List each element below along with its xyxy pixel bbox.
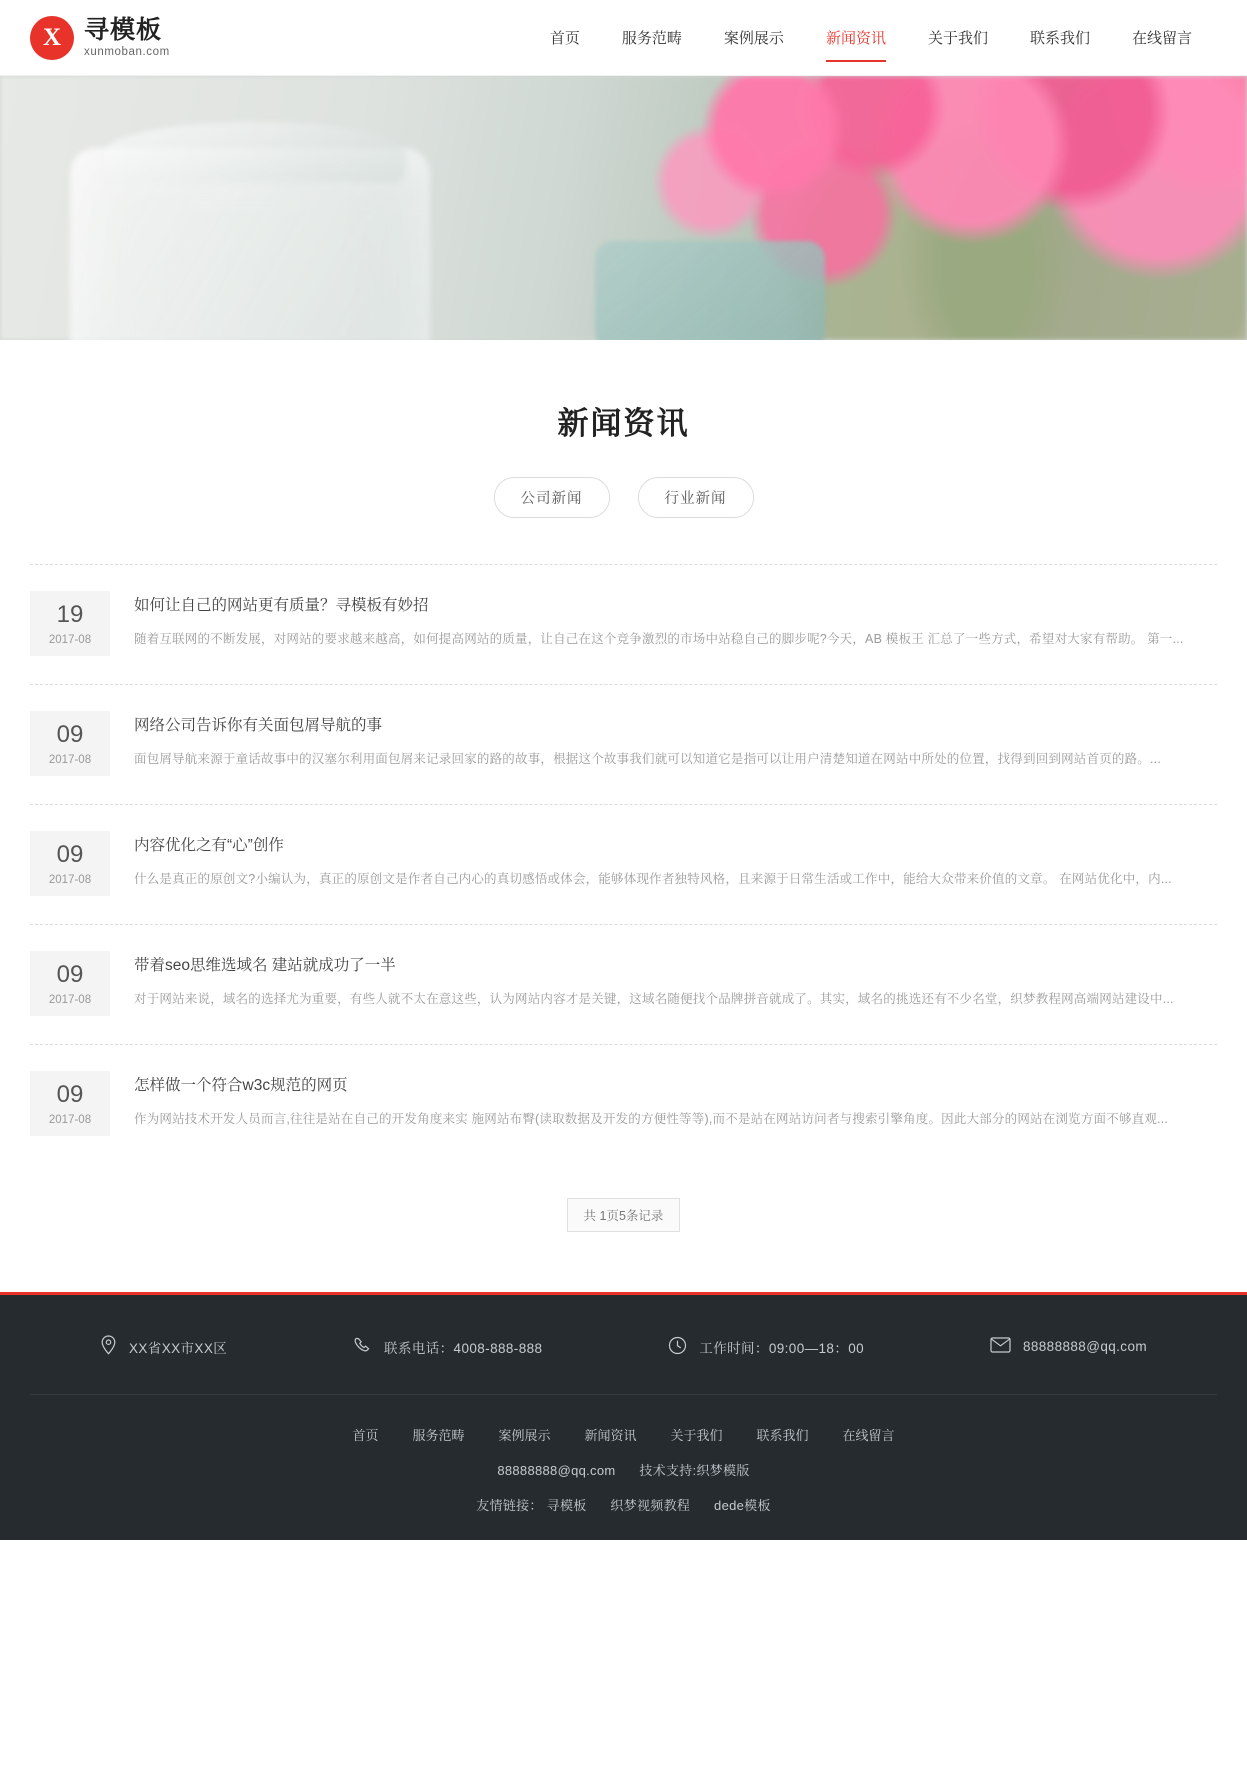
news-date [30, 951, 110, 1016]
logo-domain: xunmoban.com [84, 46, 170, 59]
nav-item-about[interactable]: 关于我们 [927, 30, 988, 47]
footer-hours-text: 工作时间：09:00—18：00 [699, 1340, 865, 1356]
footer-friendlink-3[interactable]: dede模板 [714, 1498, 771, 1513]
logo-text [84, 17, 170, 58]
news-month: 2017-08 [48, 1114, 92, 1126]
news-date [30, 711, 110, 776]
pagination [30, 1198, 1217, 1232]
footer-email [990, 1337, 1147, 1356]
clock-icon [668, 1336, 687, 1358]
footer-nav-about[interactable]: 关于我们 [670, 1428, 723, 1443]
nav-item-news[interactable]: 新闻资讯 [805, 17, 907, 58]
footer-nav [30, 1425, 1217, 1444]
pagination-summary: 共 1页5条记录 [567, 1198, 681, 1232]
news-day: 09 [56, 841, 84, 868]
tab-company-news[interactable]: 公司新闻 [494, 477, 610, 518]
tab-industry-news[interactable]: 行业新闻 [638, 477, 754, 518]
news-title[interactable]: 内容优化之有“心”创作 [134, 837, 284, 854]
news-month: 2017-08 [48, 994, 92, 1006]
news-body [134, 831, 1217, 892]
footer-tech-support[interactable]: 技术支持:织梦模版 [639, 1463, 750, 1478]
news-description: 面包屑导航来源于童话故事中的汉塞尔利用面包屑来记录回家的路的故事，根据这个故事我们就可以知道它是指可以让用户清楚知道在网站中所处的位置，找得到回到网站首页的路。... [134, 752, 1162, 766]
footer-email-text: 88888888@qq.com [1022, 1339, 1147, 1354]
news-day: 19 [56, 601, 84, 628]
page-title: 新闻资讯 [557, 406, 690, 441]
news-day: 09 [56, 961, 84, 988]
footer-nav-services[interactable]: 服务范畴 [412, 1428, 465, 1443]
list-item[interactable] [30, 924, 1217, 1044]
news-body [134, 711, 1217, 772]
site-footer [0, 1295, 1247, 1540]
footer-support-line [30, 1460, 1217, 1479]
footer-nav-news[interactable]: 新闻资讯 [584, 1428, 637, 1443]
news-title[interactable]: 怎样做一个符合w3c规范的网页 [134, 1077, 348, 1094]
footer-friendlink-1[interactable]: 寻模板 [546, 1498, 587, 1513]
news-category-tabs [30, 477, 1217, 518]
footer-phone [353, 1336, 542, 1358]
list-item[interactable] [30, 684, 1217, 804]
news-day: 09 [56, 721, 84, 748]
mail-icon [990, 1337, 1011, 1356]
logo-x-icon: X [30, 16, 74, 60]
footer-contact-row [30, 1335, 1217, 1395]
footer-address [100, 1335, 227, 1358]
news-date [30, 591, 110, 656]
list-item[interactable] [30, 804, 1217, 924]
news-list [30, 564, 1217, 1164]
news-title[interactable]: 带着seo思维选域名 建站就成功了一半 [134, 957, 396, 974]
news-month: 2017-08 [48, 634, 92, 646]
main-nav [529, 17, 1213, 58]
footer-nav-cases[interactable]: 案例展示 [498, 1428, 551, 1443]
footer-nav-contact[interactable]: 联系我们 [756, 1428, 809, 1443]
news-description: 作为网站技术开发人员而言,往往是站在自己的开发角度来实 施网站布臀(读取数据及开发的方便性等等),而不是站在网站访问者与搜索引擎角度。因此大部分的网站在浏览方面不够直观... [134, 1112, 1169, 1126]
nav-item-message[interactable]: 在线留言 [1131, 30, 1192, 47]
news-description: 随着互联网的不断发展，对网站的要求越来越高，如何提高网站的质量，让自己在这个竞争激烈的市场中站稳自己的脚步呢?今天，AB 模板王 汇总了一些方式，希望对大家有帮助。 第一... [134, 632, 1184, 646]
news-day: 09 [56, 1081, 84, 1108]
news-description: 对于网站来说，域名的选择尤为重要，有些人就不太在意这些，认为网站内容才是关键，这域名随便找个品牌拼音就成了。其实，域名的挑选还有不少名堂，织梦教程网高端网站建设中... [134, 992, 1174, 1006]
logo-title: 寻模板 [84, 15, 163, 44]
footer-contact-email: 88888888@qq.com [497, 1463, 616, 1478]
news-body [134, 951, 1217, 1012]
news-body [134, 591, 1217, 652]
footer-phone-text: 联系电话：4008-888-888 [384, 1340, 543, 1356]
list-item[interactable] [30, 1044, 1217, 1164]
nav-item-home[interactable]: 首页 [549, 30, 580, 47]
footer-nav-message[interactable]: 在线留言 [842, 1428, 895, 1443]
news-title[interactable]: 网络公司告诉你有关面包屑导航的事 [134, 717, 383, 734]
news-date [30, 1071, 110, 1136]
nav-item-contact[interactable]: 联系我们 [1029, 30, 1090, 47]
footer-friendlink-2[interactable]: 织梦视频教程 [610, 1498, 691, 1513]
news-description: 什么是真正的原创文?小编认为，真正的原创文是作者自己内心的真切感悟或体会，能够体现作者独特风格，且来源于日常生活或工作中，能给大众带来价值的文章。 在网站优化中，内... [134, 872, 1172, 886]
footer-hours [668, 1336, 864, 1358]
site-logo[interactable] [30, 16, 170, 60]
footer-nav-home[interactable]: 首页 [352, 1428, 379, 1443]
list-item[interactable] [30, 564, 1217, 684]
footer-friendlinks-line [30, 1495, 1217, 1514]
banner-vase-shape [595, 241, 825, 340]
footer-address-text: XX省XX市XX区 [129, 1340, 228, 1356]
nav-item-cases[interactable]: 案例展示 [723, 30, 784, 47]
footer-friendlinks-label: 友情链接： [476, 1498, 543, 1513]
news-body [134, 1071, 1217, 1132]
banner-lid-shape [105, 122, 405, 182]
phone-icon [353, 1336, 372, 1358]
page-content [0, 340, 1247, 1232]
site-header [0, 0, 1247, 76]
nav-item-services[interactable]: 服务范畴 [621, 30, 682, 47]
news-date [30, 831, 110, 896]
banner-image [0, 76, 1247, 340]
news-month: 2017-08 [48, 874, 92, 886]
news-month: 2017-08 [48, 754, 92, 766]
location-icon [100, 1335, 117, 1358]
news-title[interactable]: 如何让自己的网站更有质量？寻模板有妙招 [134, 597, 429, 614]
